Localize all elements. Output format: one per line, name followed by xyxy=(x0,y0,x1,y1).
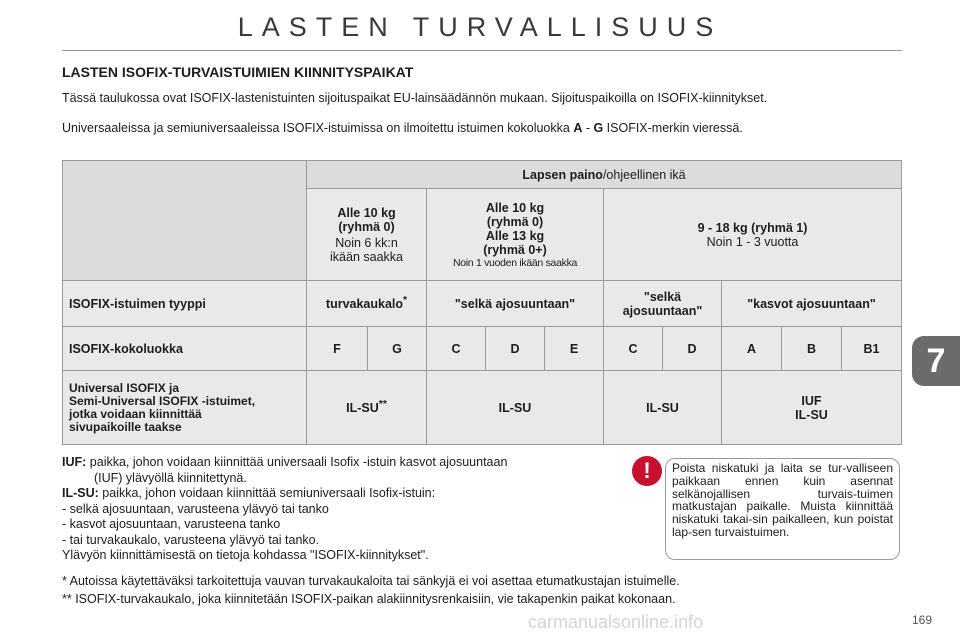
iuf-definition xyxy=(62,455,622,471)
group-0-name: (ryhmä 0) xyxy=(338,219,395,234)
intro-text-end: ISOFIX-merkin vieressä. xyxy=(603,121,743,135)
seat-type-carrycot xyxy=(307,281,427,327)
group-1-header xyxy=(604,189,902,281)
group-0plus-header xyxy=(427,189,604,281)
group-0-weight: Alle 10 kg xyxy=(337,205,396,220)
row-label-seat-type: ISOFIX-istuimen tyyppi xyxy=(63,281,307,327)
ilsu-definition xyxy=(62,486,622,502)
size-class-cell: A xyxy=(722,327,782,371)
iuf-text: paikka, johon voidaan kiinnittää universaali Isofix -istuin kasvot ajosuuntaan xyxy=(86,455,508,469)
size-class-cell: E xyxy=(545,327,604,371)
universal-label-line: sivupaikoille taakse xyxy=(69,419,182,434)
size-class-cell: C xyxy=(427,327,486,371)
group-0plus-weight-b: Alle 13 kg xyxy=(485,228,545,243)
iuf-key: IUF: xyxy=(62,455,87,469)
group-0-age-2: ikään saakka xyxy=(330,249,403,264)
intro-paragraph: Tässä taulukossa ovat ISOFIX-lastenistuinten sijoituspaikat EU-lainsäädännön mukaan. Sijoituspaikoilla on ISOFIX-kiinnitykset. xyxy=(62,91,768,105)
universal-carrycot-label: IL-SU xyxy=(346,401,379,416)
size-class-cell: G xyxy=(368,327,427,371)
universal-label-line: jotka voidaan kiinnittää xyxy=(69,406,202,421)
footnote-mark-2: ** xyxy=(378,399,387,411)
size-class-cell: D xyxy=(486,327,545,371)
group-1-weight: 9 - 18 kg (ryhmä 1) xyxy=(697,220,808,235)
seat-type-rear-facing-2 xyxy=(604,281,722,327)
watermark: carmanualsonline.info xyxy=(528,612,704,632)
seat-type-rear-facing-2-a: "selkä xyxy=(643,289,682,304)
list-item: - tai turvakaukalo, varusteena ylävyö tai tanko. xyxy=(62,532,320,547)
legend-notes xyxy=(62,455,622,564)
intro-size-class-paragraph xyxy=(62,121,900,135)
universal-rear-facing-2: IL-SU xyxy=(604,371,722,445)
group-0plus-name-a: (ryhmä 0) xyxy=(486,214,544,229)
isofix-table xyxy=(62,160,902,445)
universal-label-line: Semi-Universal ISOFIX -istuimet, xyxy=(69,393,256,408)
table-corner-cell xyxy=(63,161,307,281)
size-class-cell: F xyxy=(307,327,368,371)
seat-type-rear-facing-2-b: ajosuuntaan" xyxy=(622,303,703,318)
seat-type-carrycot-label: turvakaukalo xyxy=(325,297,404,312)
row-label-universal xyxy=(63,371,307,445)
warning-box: Poista niskatuki ja laita se tur-valliseen paikkaan ennen kuin asennat selkänojallisen turvais-tuimen matkustajan paikalle. Muista kiinnittää niskatuki takai-sin paikalleen, kun poistat lap-sen turvaistuimen. xyxy=(665,458,900,560)
chapter-tab: 7 xyxy=(912,336,960,386)
weight-header-rest: /ohjeellinen ikä xyxy=(602,167,686,182)
size-class-cell: B xyxy=(782,327,842,371)
page-number: 169 xyxy=(912,613,933,627)
page-title: LASTEN TURVALLISUUS xyxy=(237,12,723,42)
size-class-row xyxy=(63,327,902,371)
size-class-cell: C xyxy=(604,327,663,371)
size-class-a: A xyxy=(573,121,583,135)
footnote-2: ** ISOFIX-turvakaukalo, joka kiinnitetään ISOFIX-paikan alakiinnitysrenkaisiin, vie takapenkin paikat kokonaan. xyxy=(62,592,676,606)
universal-iuf: IUF xyxy=(801,393,822,408)
seat-type-forward-facing: "kasvot ajosuuntaan" xyxy=(722,281,902,327)
universal-forward-facing xyxy=(722,371,902,445)
weight-header-bold: Lapsen paino xyxy=(522,167,603,182)
size-class-g: G xyxy=(593,121,604,135)
ilsu-key: IL-SU: xyxy=(62,486,99,500)
title-divider xyxy=(62,50,902,51)
ilsu-text: paikka, johon voidaan kiinnittää semiuniversaali Isofix-istuin: xyxy=(98,486,436,500)
universal-ilsu: IL-SU xyxy=(795,407,828,422)
size-class-cell: B1 xyxy=(842,327,902,371)
universal-carrycot xyxy=(307,371,427,445)
intro-text: Universaaleissa ja semiuniversaaleissa ISOFIX-istuimissa on ilmoitettu istuimen kokoluokka xyxy=(62,121,574,135)
weight-header xyxy=(307,161,902,189)
group-1-age: Noin 1 - 3 vuotta xyxy=(706,234,799,249)
universal-rear-facing: IL-SU xyxy=(427,371,604,445)
footnote-mark-1: * xyxy=(403,295,408,307)
row-label-size-class: ISOFIX-kokoluokka xyxy=(63,327,307,371)
group-0plus-name-b: (ryhmä 0+) xyxy=(483,242,547,257)
intro-dash: - xyxy=(582,121,594,135)
iuf-definition-cont: (IUF) ylävyöllä kiinnitettynä. xyxy=(94,470,247,485)
footnote-1: * Autoissa käytettäväksi tarkoitettuja vauvan turvakaukaloita tai sänkyjä ei voi asettaa etumatkustajan istuimelle. xyxy=(62,574,680,588)
seat-type-rear-facing: "selkä ajosuuntaan" xyxy=(427,281,604,327)
group-0plus-age: Noin 1 vuoden ikään saakka xyxy=(452,256,578,269)
section-heading: LASTEN ISOFIX-TURVAISTUIMIEN KIINNITYSPAIKAT xyxy=(62,64,414,80)
isofix-reference: Ylävyön kiinnittämisestä on tietoja kohdassa "ISOFIX-kiinnitykset". xyxy=(62,548,429,562)
list-item: - selkä ajosuuntaan, varusteena ylävyö tai tanko xyxy=(62,501,329,516)
universal-label-line: Universal ISOFIX ja xyxy=(69,380,180,395)
group-0-age: Noin 6 kk:n xyxy=(335,235,398,250)
list-item: - kasvot ajosuuntaan, varusteena tanko xyxy=(62,517,281,531)
group-0-header xyxy=(307,189,427,281)
size-class-cell: D xyxy=(663,327,722,371)
exclamation-icon: ! xyxy=(632,456,662,486)
group-0plus-weight-a: Alle 10 kg xyxy=(485,200,545,215)
